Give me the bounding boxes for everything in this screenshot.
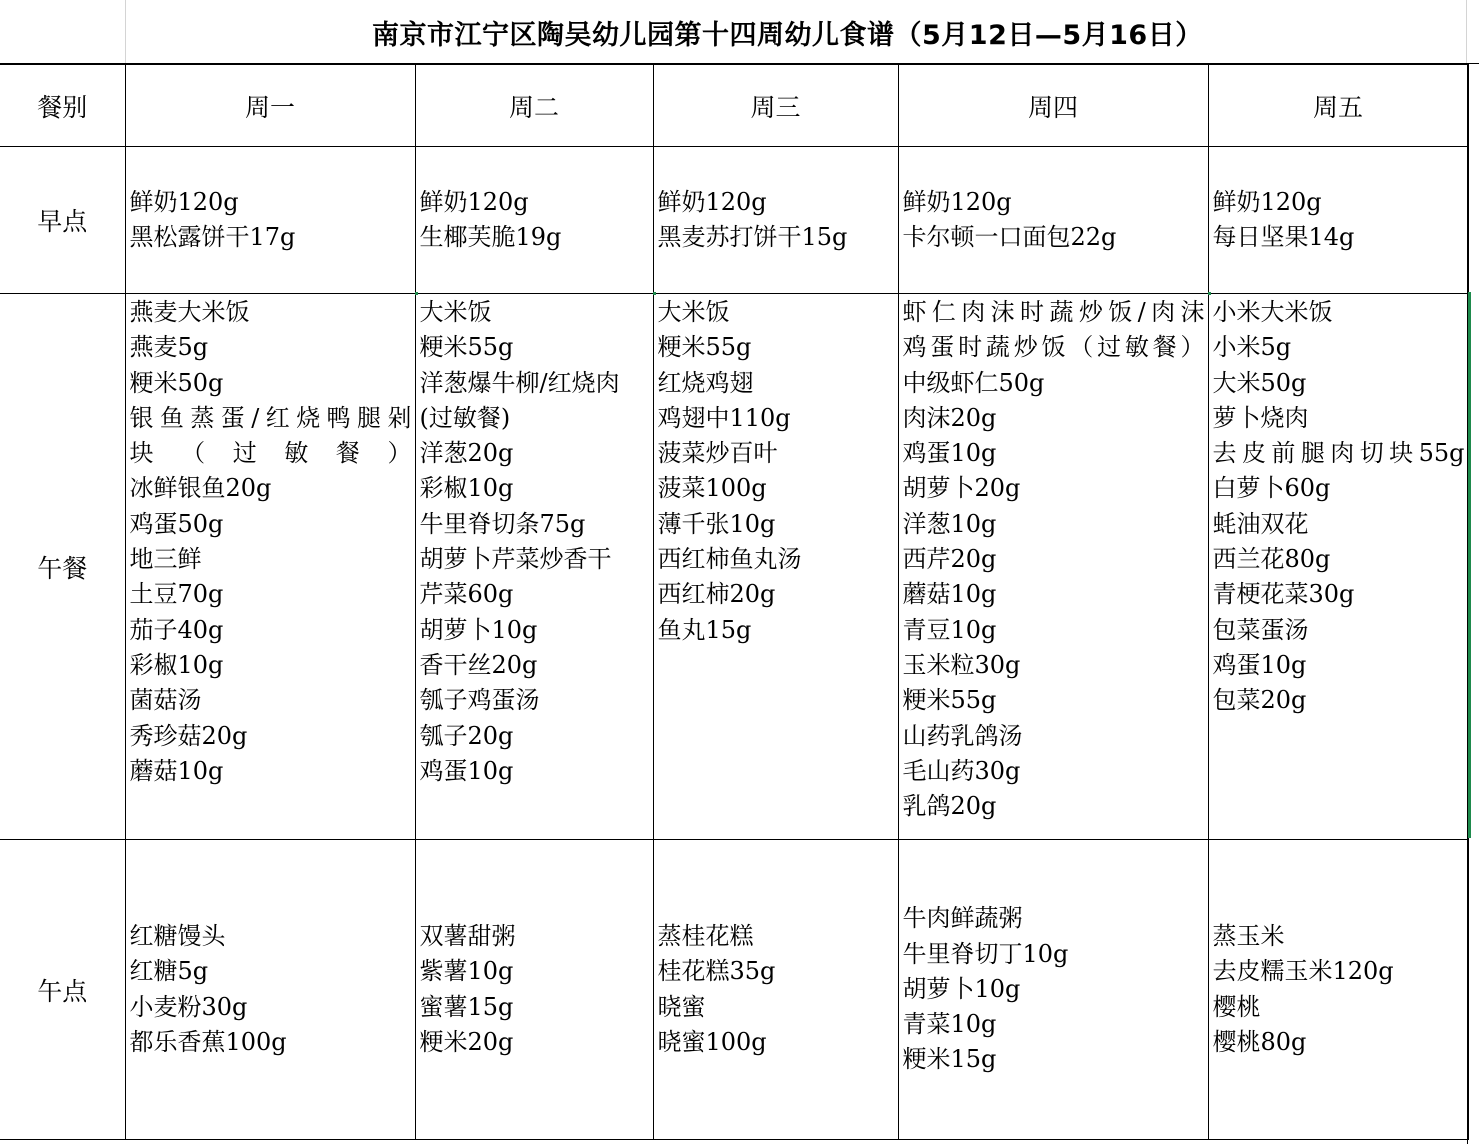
menu-item-line: 芹菜60g [419,580,514,609]
menu-item-line: 晓蜜100g [657,1027,767,1056]
menu-item-line: 白萝卜60g [1212,474,1331,503]
meal-label-lunch[interactable]: 午餐 [0,294,125,840]
menu-item-line: 包菜蛋汤 [1212,615,1309,644]
menu-item-line: 彩椒10g [129,650,224,679]
selection-marker [653,292,656,295]
selection-marker [1208,292,1211,295]
menu-item-line: 瓠子鸡蛋汤 [419,686,540,715]
menu-item-line: 黑麦苏打饼干15g [657,223,848,251]
menu-item-line: 菠菜炒百叶 [657,439,778,468]
menu-item-line: 粳米55g [419,333,514,362]
menu-item-line: 青梗花菜30g [1212,580,1355,609]
selection-marker [415,292,418,295]
menu-item-line: 洋葱10g [902,509,997,538]
menu-item-line: 生椰芙脆19g [419,223,562,251]
lunch-cell-wed[interactable] [653,294,898,840]
menu-item-line: 晓蜜 [657,992,706,1021]
menu-item-line: 红糖5g [129,957,209,986]
snack-row [0,840,1468,1140]
menu-item-line: 西红柿20g [657,580,776,609]
menu-item-line: 小麦粉30g [129,992,248,1021]
menu-item-line: 大米50g [1212,368,1307,397]
menu-item-line: 山药乳鸽汤 [902,721,1023,750]
meal-label-breakfast[interactable]: 早点 [0,147,125,294]
menu-item-line: 蜜薯15g [419,992,514,1021]
snack-cell-fri[interactable] [1208,840,1468,1140]
menu-item-line: 西兰花80g [1212,545,1331,574]
selection-border [1468,292,1471,838]
menu-item-line: 地三鲜 [129,545,202,574]
menu-item-line: 鸡蛋时蔬炒饭（过敏餐） [902,333,1205,362]
menu-item-line: (过敏餐) [419,403,511,432]
menu-item-line: 燕麦大米饭 [129,298,250,326]
menu-item-line: 牛肉鲜蔬粥 [902,904,1023,933]
menu-item-line: 粳米15g [902,1045,997,1074]
menu-item-line: 都乐香蕉100g [129,1027,287,1056]
menu-item-line: 土豆70g [129,580,224,609]
snack-cell-mon[interactable] [125,840,415,1140]
meal-column-header[interactable]: 餐别 [0,65,125,147]
menu-item-line: 毛山药30g [902,756,1021,785]
menu-item-line: 鱼丸15g [657,615,752,644]
lunch-cell-tue[interactable] [415,294,653,840]
menu-item-line: 蘑菇10g [902,580,997,609]
menu-item-line: 彩椒10g [419,474,514,503]
menu-item-line: 卡尔顿一口面包22g [902,223,1117,251]
menu-item-line: 大米饭 [657,298,730,326]
lunch-cell-fri[interactable] [1208,294,1468,840]
menu-item-line: 红糖馒头 [129,921,226,950]
day-header-fri[interactable]: 周五 [1208,65,1468,147]
menu-item-line: 乳鸽20g [902,792,997,821]
breakfast-cell-mon[interactable] [125,147,415,294]
menu-table [0,64,1469,1140]
menu-item-line: 牛里脊切丁10g [902,939,1069,968]
title-gridline [125,0,126,63]
menu-item-line: 鸡蛋50g [129,509,224,538]
menu-item-line: 玉米粒30g [902,650,1021,679]
breakfast-cell-wed[interactable] [653,147,898,294]
menu-item-line: 茄子40g [129,615,224,644]
menu-item-line: 瓠子20g [419,721,514,750]
menu-item-line: 粳米20g [419,1027,514,1056]
menu-item-line: 牛里脊切条75g [419,509,586,538]
title-gridline [1466,0,1467,63]
menu-item-line: 樱桃80g [1212,1027,1307,1056]
lunch-row [0,294,1468,840]
menu-item-line: 青菜10g [902,1010,997,1039]
menu-item-line: 洋葱20g [419,439,514,468]
menu-item-line: 蒸桂花糕 [657,921,754,950]
snack-cell-wed[interactable] [653,840,898,1140]
menu-item-line: 银鱼蒸蛋/红烧鸭腿剁 [129,403,412,432]
day-header-wed[interactable]: 周三 [653,65,898,147]
menu-item-line: 每日坚果14g [1212,223,1355,251]
menu-item-line: 青豆10g [902,615,997,644]
menu-item-line: 西红柿鱼丸汤 [657,545,802,574]
menu-item-line: 鲜奶120g [419,187,529,216]
breakfast-cell-tue[interactable] [415,147,653,294]
menu-item-line: 粳米50g [129,368,224,397]
menu-item-line: 冰鲜银鱼20g [129,474,272,503]
menu-item-line: 粳米55g [657,333,752,362]
menu-item-line: 虾仁肉沫时蔬炒饭/肉沫 [902,298,1205,326]
day-header-thu[interactable]: 周四 [898,65,1208,147]
menu-title: 南京市江宁区陶吴幼儿园第十四周幼儿食谱（5月12日—5月16日） [0,0,1479,64]
menu-item-line: 桂花糕35g [657,957,776,986]
snack-cell-tue[interactable] [415,840,653,1140]
menu-item-line: 紫薯10g [419,957,514,986]
breakfast-cell-thu[interactable] [898,147,1208,294]
menu-item-line: 蘑菇10g [129,756,224,785]
menu-item-line: 大米饭 [419,298,492,326]
menu-item-line: 包菜20g [1212,686,1307,715]
lunch-cell-thu[interactable] [898,294,1208,840]
menu-item-line: 肉沫20g [902,403,997,432]
menu-item-line: 胡萝卜10g [902,974,1021,1003]
menu-item-line: 薄千张10g [657,509,776,538]
menu-item-line: 鲜奶120g [902,187,1012,216]
menu-item-line: 胡萝卜20g [902,474,1021,503]
menu-item-line: 鲜奶120g [129,187,239,216]
menu-item-line: 胡萝卜10g [419,615,538,644]
menu-item-line: 块（过敏餐） [129,439,412,468]
day-header-mon[interactable]: 周一 [125,65,415,147]
menu-item-line: 鸡翅中110g [657,403,791,432]
day-header-tue[interactable]: 周二 [415,65,653,147]
menu-item-line: 香干丝20g [419,650,538,679]
menu-item-line: 樱桃 [1212,992,1261,1021]
menu-item-line: 胡萝卜芹菜炒香干 [419,545,612,574]
menu-item-line: 鲜奶120g [1212,187,1322,216]
menu-item-line: 西芹20g [902,545,997,574]
menu-item-line: 黑松露饼干17g [129,223,296,251]
menu-item-line: 小米大米饭 [1212,298,1333,326]
breakfast-row [0,147,1468,294]
menu-item-line: 鸡蛋10g [419,756,514,785]
snack-cell-thu[interactable] [898,840,1208,1140]
menu-item-line: 鸡蛋10g [1212,650,1307,679]
menu-item-line: 去皮前腿肉切块55g [1212,439,1465,468]
menu-item-line: 秀珍菇20g [129,721,248,750]
menu-item-line: 双薯甜粥 [419,921,516,950]
menu-item-line: 红烧鸡翅 [657,368,754,397]
menu-item-line: 燕麦5g [129,333,209,362]
menu-item-line: 蒸玉米 [1212,921,1285,950]
menu-item-line: 洋葱爆牛柳/红烧肉 [419,368,620,397]
menu-item-line: 粳米55g [902,686,997,715]
meal-label-snack[interactable]: 午点 [0,840,125,1140]
menu-item-line: 去皮糯玉米120g [1212,957,1394,986]
breakfast-cell-fri[interactable] [1208,147,1468,294]
header-row [0,65,1468,147]
menu-item-line: 中级虾仁50g [902,368,1045,397]
menu-item-line: 蚝油双花 [1212,509,1309,538]
menu-item-line: 萝卜烧肉 [1212,403,1309,432]
lunch-cell-mon[interactable] [125,294,415,840]
menu-item-line: 鲜奶120g [657,187,767,216]
menu-item-line: 菠菜100g [657,474,767,503]
menu-item-line: 菌菇汤 [129,686,202,715]
menu-item-line: 鸡蛋10g [902,439,997,468]
menu-item-line: 小米5g [1212,333,1292,362]
